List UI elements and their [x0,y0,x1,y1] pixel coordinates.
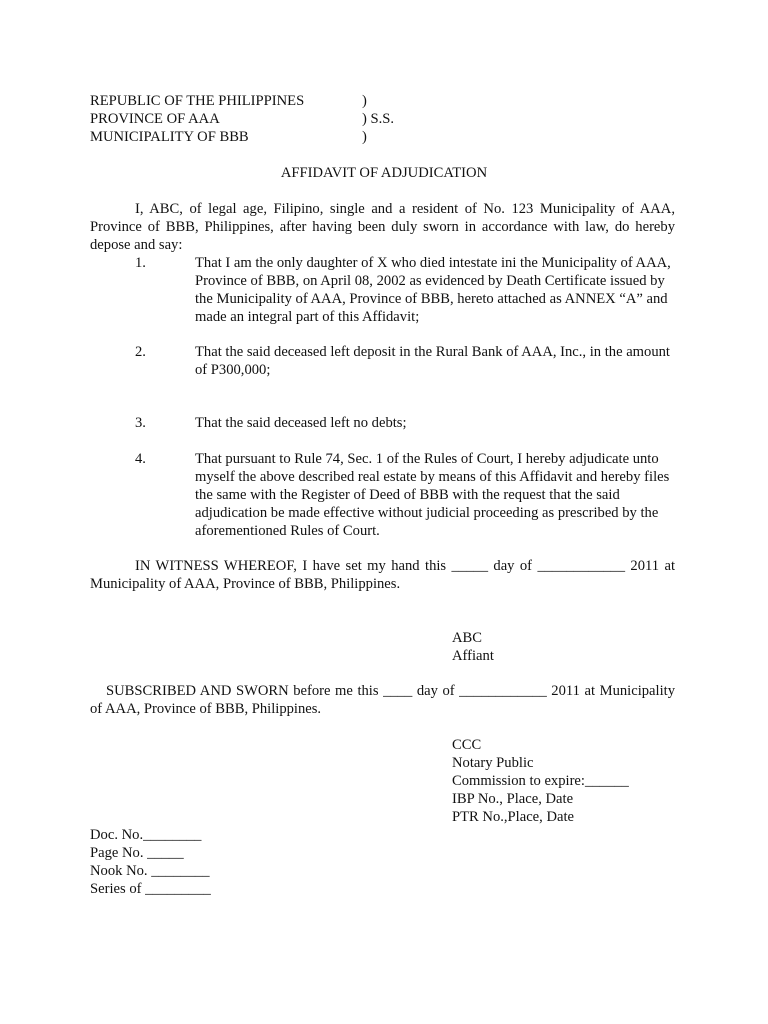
jurat-paragraph: SUBSCRIBED AND SWORN before me this ____ day of ____________ 2011 at Municipality of AAA, Province of BBB, Philippines. [90,683,675,717]
item-4-text: That pursuant to Rule 74, Sec. 1 of the Rules of Court, I hereby adjudicate unto myself the above described real estate by means of this Affidavit and hereby files the same with the Register of Deed of BBB with the request that the said adjudication be made effective without judicial proceeding as prescribed by the aforementioned Rules of Court. [195,451,670,539]
intro-paragraph: I, ABC, of legal age, Filipino, single and a resident of No. 123 Municipality of AAA, Province of BBB, Philippines, after having been duly sworn in accordance with law, do hereby depose and say: [90,201,675,253]
affiant-name: ABC [452,630,483,646]
affiant-role: Affiant [452,648,494,664]
caption-paren-1: ) [362,93,367,109]
document-title: AFFIDAVIT OF ADJUDICATION [280,165,488,181]
caption-municipality: MUNICIPALITY OF BBB [90,129,249,145]
caption-ss: ) S.S. [362,111,395,127]
item-1-text: That I am the only daughter of X who died intestate ini the Municipality of AAA, Province of BBB, on April 08, 2002 as evidenced by Death Certificate issued by the Municipality of AAA, Province of BBB, hereto attached as ANNEX “A” and made an integral part of this Affidavit; [195,255,671,325]
registry-book-no: Nook No. ________ [90,863,210,879]
item-3-number: 3. [135,415,146,431]
item-2-text: That the said deceased left deposit in the Rural Bank of AAA, Inc., in the amount of P300,000; [195,344,670,378]
item-1-number: 1. [135,255,146,271]
notary-commission: Commission to expire:______ [452,773,629,789]
item-2-number: 2. [135,344,146,360]
witness-paragraph: IN WITNESS WHEREOF, I have set my hand this _____ day of ____________ 2011 at Municipality of AAA, Province of BBB, Philippines. [90,558,675,592]
notary-ibp: IBP No., Place, Date [452,791,574,807]
caption-province: PROVINCE OF AAA [90,111,220,127]
registry-doc-no: Doc. No.________ [90,827,202,843]
registry-series: Series of _________ [90,881,211,897]
caption-republic: REPUBLIC OF THE PHILIPPINES [90,93,305,109]
notary-title: Notary Public [452,755,534,771]
item-4-number: 4. [135,451,146,467]
caption-paren-3: ) [362,129,367,145]
registry-page-no: Page No. _____ [90,845,184,861]
notary-ptr: PTR No.,Place, Date [452,809,574,825]
notary-name: CCC [452,737,482,753]
item-3-text: That the said deceased left no debts; [195,415,407,431]
